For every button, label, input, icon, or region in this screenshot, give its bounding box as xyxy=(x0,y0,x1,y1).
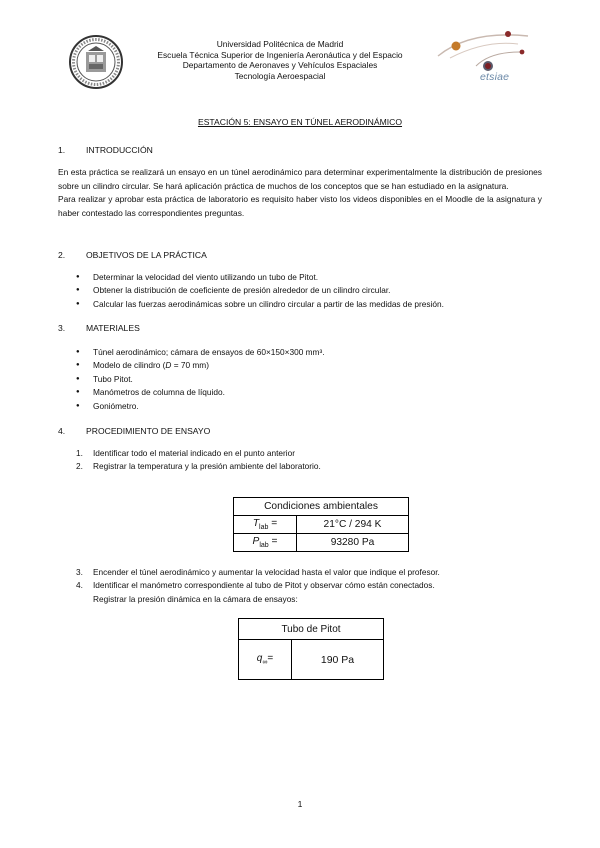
page-number: 1 xyxy=(297,799,303,809)
list-item: Registrar la presión dinámica en la cámara de ensayos: xyxy=(93,593,298,604)
table-header: Tubo de Pitot xyxy=(239,619,384,640)
list-item: ● Túnel aerodinámico; cámara de ensayos de 60×150×300 mm³. xyxy=(76,346,325,359)
table-row xyxy=(239,619,384,640)
section-title: PROCEDIMIENTO DE ENSAYO xyxy=(86,426,211,436)
intro-text-1: En esta práctica se realizará un ensayo en un túnel aerodinámico para determinar experimentalmente la distribución de presiones sobre un cilindro circular. Se hará aplicación práctica de muchos de los conceptos que se han estudiado en la asignatura. xyxy=(58,167,542,191)
etsiae-logo-icon xyxy=(430,22,540,102)
table-key: $q_\infty=$ xyxy=(239,640,292,680)
institution-header xyxy=(130,39,430,81)
list-item: 4. Identificar el manómetro correspondiente al tubo de Pitot y observar cómo están conectados. xyxy=(76,580,435,591)
table-key: $P_{lab}$ = xyxy=(234,534,297,552)
intro-paragraph xyxy=(58,166,542,220)
list-item: ● Modelo de cilindro (D = 70 mm) xyxy=(76,359,325,372)
header-line-university: Universidad Politécnica de Madrid xyxy=(216,39,344,49)
table-value: 93280 Pa xyxy=(297,534,409,552)
list-item: 2. Registrar la temperatura y la presión ambiente del laboratorio. xyxy=(76,461,321,472)
table-value: 190 Pa xyxy=(292,640,384,680)
etsiae-logo-text: etsiae xyxy=(480,71,510,83)
objectives-list xyxy=(76,271,444,311)
list-item: ● Manómetros de columna de líquido. xyxy=(76,386,325,399)
section-number: 3. xyxy=(58,323,66,333)
section-number: 4. xyxy=(58,426,66,436)
header-line-school: Escuela Técnica Superior de Ingeniería Aeronáutica y del Espacio xyxy=(157,49,403,60)
table-key: $T_{lab}$ = xyxy=(234,516,297,534)
table-value: 21°C / 294 K xyxy=(297,516,409,534)
list-item: 1. Identificar todo el material indicado en el punto anterior xyxy=(76,448,296,458)
table-row xyxy=(239,640,384,680)
ambient-conditions-table xyxy=(233,497,409,552)
section-title: MATERIALES xyxy=(86,323,140,333)
table-row xyxy=(234,516,409,534)
list-item: ● Determinar la velocidad del viento utilizando un tubo de Pitot. xyxy=(76,271,444,284)
materials-list xyxy=(76,346,325,413)
university-seal-icon xyxy=(68,34,124,90)
table-header: Condiciones ambientales xyxy=(234,498,409,516)
section-title: INTRODUCCIÓN xyxy=(86,145,153,155)
section-number: 2. xyxy=(58,250,66,260)
table-row xyxy=(234,534,409,552)
list-item: ● Tubo Pitot. xyxy=(76,373,325,386)
list-item: ● Goniómetro. xyxy=(76,400,325,413)
list-item: 3. Encender el túnel aerodinámico y aumentar la velocidad hasta el valor que indique el profesor. xyxy=(76,567,440,577)
procedure-list-b xyxy=(76,566,440,606)
procedure-list-a xyxy=(76,447,321,474)
header-line-department: Departamento de Aeronaves y Vehículos Espaciales xyxy=(182,60,378,70)
header-line-course: Tecnología Aeroespacial xyxy=(234,70,326,81)
list-item: ● Calcular las fuerzas aerodinámicas sobre un cilindro circular a partir de las medidas de presión. xyxy=(76,298,444,311)
section-title: OBJETIVOS DE LA PRÁCTICA xyxy=(86,250,207,260)
table-row xyxy=(234,498,409,516)
intro-text-2: Para realizar y aprobar esta práctica de laboratorio es requisito haber visto los videos disponibles en el Moodle de la asignatura y haber contestado las correspondientes preguntas. xyxy=(58,194,542,218)
section-number: 1. xyxy=(58,145,66,155)
list-item: ● Obtener la distribución de coeficiente de presión alrededor de un cilindro circular. xyxy=(76,284,444,297)
page-title: ESTACIÓN 5: ENSAYO EN TÚNEL AERODINÁMICO xyxy=(197,117,403,127)
pitot-table xyxy=(238,618,384,680)
